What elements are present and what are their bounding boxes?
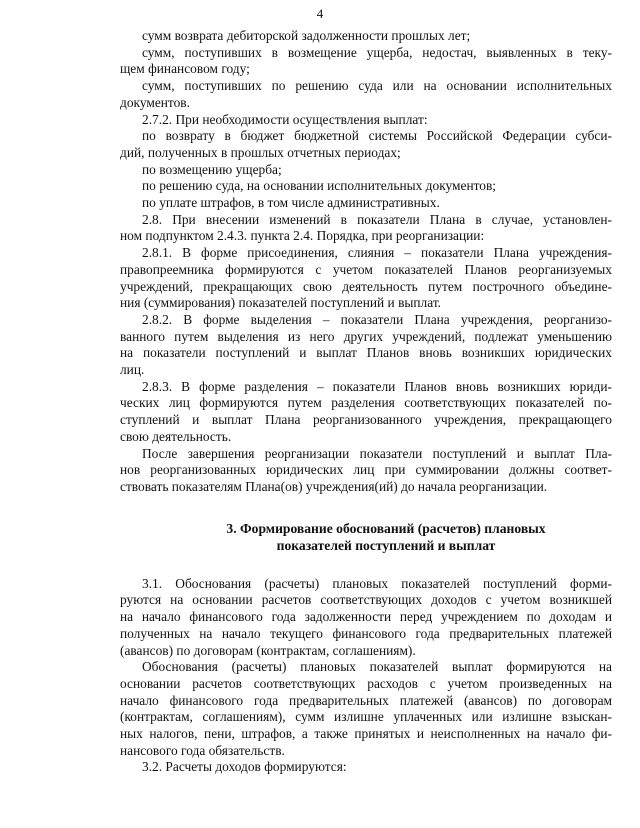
spacer [120,496,612,520]
text-line: ступлений и выплат Плана реорганизованного учреждения, прекращающего [120,412,612,428]
text-line: ческих лиц формируются путем разделения соответствующих показателей по- [120,395,612,411]
text-line: ния (суммирования) показателей поступлений и выплат. [120,295,442,311]
text-line: нов реорганизованных юридических лиц при суммировании должны соответ- [120,462,612,478]
text-line: (авансов) по договорам (контрактам, соглашениям). [120,642,416,658]
text-line: полученных на начало текущего финансового года предварительных платежей [120,625,612,641]
text-line: учреждений, прекращающих свою деятельность путем построчного объедине- [120,278,612,294]
text-line: основании расчетов соответствующих расходов с учетом произведенных на [120,675,612,691]
text-line: сумм возврата дебиторской задолженности прошлых лет; [142,28,471,43]
text-line: сумм, поступивших в возмещение ущерба, недостач, выявленных в теку- [142,44,612,60]
text-line: на показатели поступлений и выплат Планов вновь возникших юридических [120,345,612,361]
text-line: ных налогов, пени, штрафов, а также принятых и неисполненных на начало фи- [120,726,612,742]
text-line: документов. [120,94,190,110]
text-line: 3.1. Обоснования (расчеты) плановых показателей поступлений форми- [142,575,612,591]
text-block-section-2 [120,28,612,496]
text-line: (контрактам, соглашениям), сумм излишне уплаченных или излишне взыскан- [120,709,612,725]
text-line: по возврату в бюджет бюджетной системы Российской Федерации субси- [142,128,612,144]
text-line: лиц. [120,362,145,378]
text-line: 2.7.2. При необходимости осуществления выплат: [142,111,428,127]
spacer [120,554,612,576]
text-line: 2.8.3. В форме разделения – показатели Планов вновь возникших юриди- [142,378,612,394]
text-line: Обоснования (расчеты) плановых показателей выплат формируются на [142,659,612,675]
text-line: начало финансового года предварительных платежей (авансов) по договорам [120,692,612,708]
page-number: 4 [316,6,324,21]
text-line: ствовать показателям Плана(ов) учреждения(ий) до начала реорганизации. [120,478,548,494]
text-line: 2.8. При внесении изменений в показатели Плана в случае, установлен- [142,211,612,227]
text-line: сумм, поступивших по решению суда или на основании исполнительных [142,78,612,94]
text-line: ном подпунктом 2.4.3. пункта 2.4. Порядка, при реорганизации: [120,228,485,244]
text-line: 2.8.2. В форме выделения – показатели Плана учреждения, реорганизо- [142,311,612,327]
text-line: на начало финансового года задолженности перед учреждением по доходам и [120,609,612,625]
text-line: по решению суда, на основании исполнительных документов; [142,178,497,194]
text-line: свою деятельность. [120,428,232,444]
text-line: руются на основании расчетов соответствующих доходов с учетом возникшей [120,592,612,608]
text-line: дий, полученных в прошлых отчетных периодах; [120,144,401,160]
text-line: После завершения реорганизации показатели поступлений и выплат Пла- [142,445,612,461]
text-line: ванного путем выделения из него других учреждений, подлежат уменьшению [120,328,612,344]
text-block-section-3 [120,576,612,776]
text-line: по возмещению ущерба; [142,161,282,177]
section-heading-line-1: 3. Формирование обоснований (расчетов) плановых [226,520,546,536]
text-line: нансового года обязательств. [120,742,285,758]
text-line: по уплате штрафов, в том числе административных. [142,195,440,211]
text-line: правопреемника формируются с учетом показателей Планов реорганизуемых [120,261,612,277]
text-line: 3.2. Расчеты доходов формируются: [142,759,347,775]
text-line: 2.8.1. В форме присоединения, слияния – показатели Плана учреждения- [142,245,612,261]
text-line: щем финансовом году; [120,61,250,77]
section-heading-line-2: показателей поступлений и выплат [276,537,496,553]
